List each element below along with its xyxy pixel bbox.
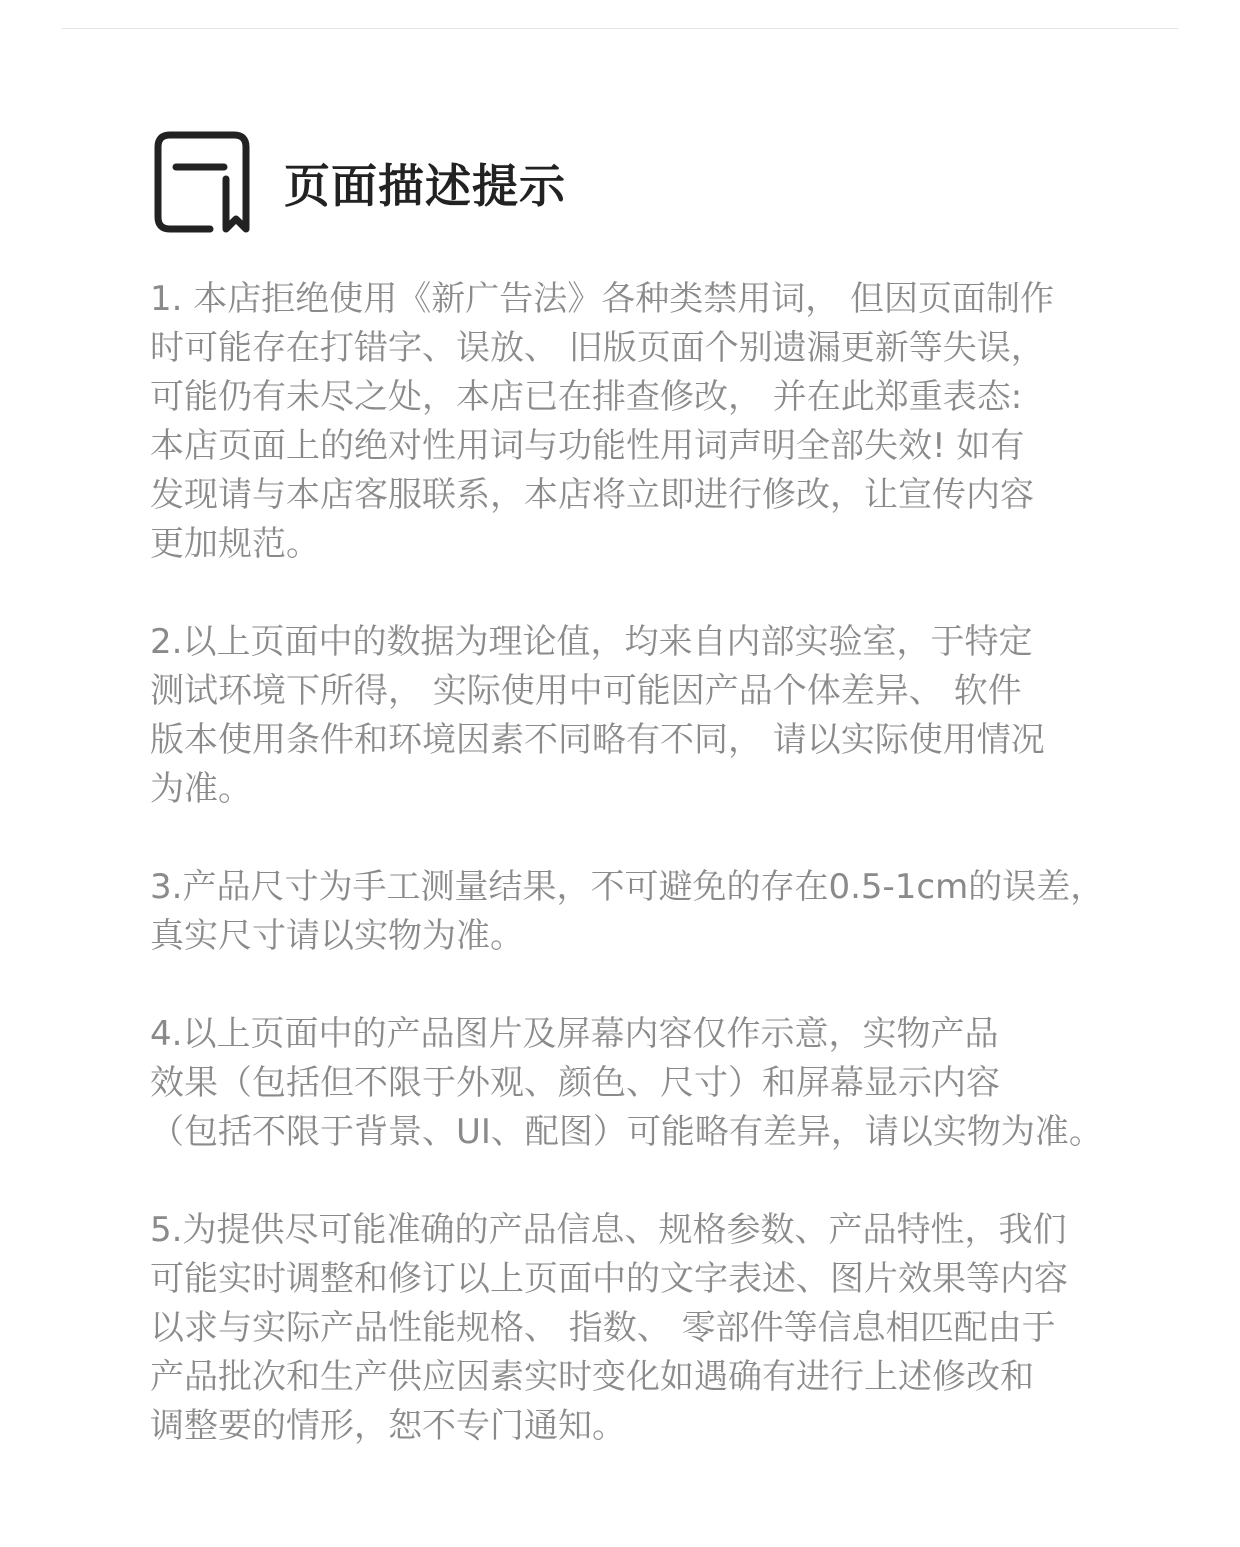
note-line: 可能实时调整和修订以上页面中的文字表述、图片效果等内容 — [150, 1259, 1068, 1299]
note-line: 产品批次和生产供应因素实时变化如遇确有进行上述修改和 — [150, 1357, 1034, 1397]
page-title: 页面描述提示 — [284, 159, 566, 213]
note-line: 测试环境下所得， 实际使用中可能因产品个体差异、 软件 — [150, 671, 1022, 711]
note-line: 为准。 — [150, 769, 252, 809]
note-line: 版本使用条件和环境因素不同略有不同， 请以实际使用情况 — [150, 720, 1045, 760]
note-line: （包括不限于背景、UI、配图）可能略有差异，请以实物为准。 — [150, 1112, 1103, 1152]
top-divider — [62, 28, 1178, 29]
note-line: 时可能存在打错字、误放、 旧版页面个别遗漏更新等失误， — [150, 328, 1045, 368]
note-line: 效果（包括但不限于外观、颜色、尺寸）和屏幕显示内容 — [150, 1063, 1000, 1103]
note-line: 1. 本店拒绝使用《新广告法》各种类禁用词， 但因页面制作 — [150, 279, 1055, 319]
note-line: 可能仍有未尽之处，本店已在排查修改， 并在此郑重表态: — [150, 377, 1023, 417]
note-line: 真实尺寸请以实物为准。 — [150, 916, 524, 956]
note-5 — [150, 1206, 1170, 1451]
note-4 — [150, 1010, 1170, 1157]
bookmark-note-icon — [152, 129, 254, 237]
note-2 — [150, 618, 1170, 814]
note-line: 发现请与本店客服联系，本店将立即进行修改，让宣传内容 — [150, 475, 1034, 515]
note-line: 5.为提供尽可能准确的产品信息、规格参数、产品特性，我们 — [150, 1210, 1067, 1250]
notes-list — [150, 275, 1170, 1500]
note-line: 本店页面上的绝对性用词与功能性用词声明全部失效! 如有 — [150, 426, 1025, 466]
section-header — [152, 128, 566, 238]
note-3 — [150, 863, 1170, 961]
note-line: 以求与实际产品性能规格、 指数、 零部件等信息相匹配由于 — [150, 1308, 1056, 1348]
note-1 — [150, 275, 1170, 569]
note-line: 2.以上页面中的数据为理论值，均来自内部实验室，于特定 — [150, 622, 1033, 662]
note-line: 3.产品尺寸为手工测量结果，不可避免的存在0.5-1cm的误差， — [150, 867, 1105, 907]
note-line: 更加规范。 — [150, 524, 320, 564]
note-line: 4.以上页面中的产品图片及屏幕内容仅作示意，实物产品 — [150, 1014, 999, 1054]
note-line: 调整要的情形，恕不专门通知。 — [150, 1406, 626, 1446]
